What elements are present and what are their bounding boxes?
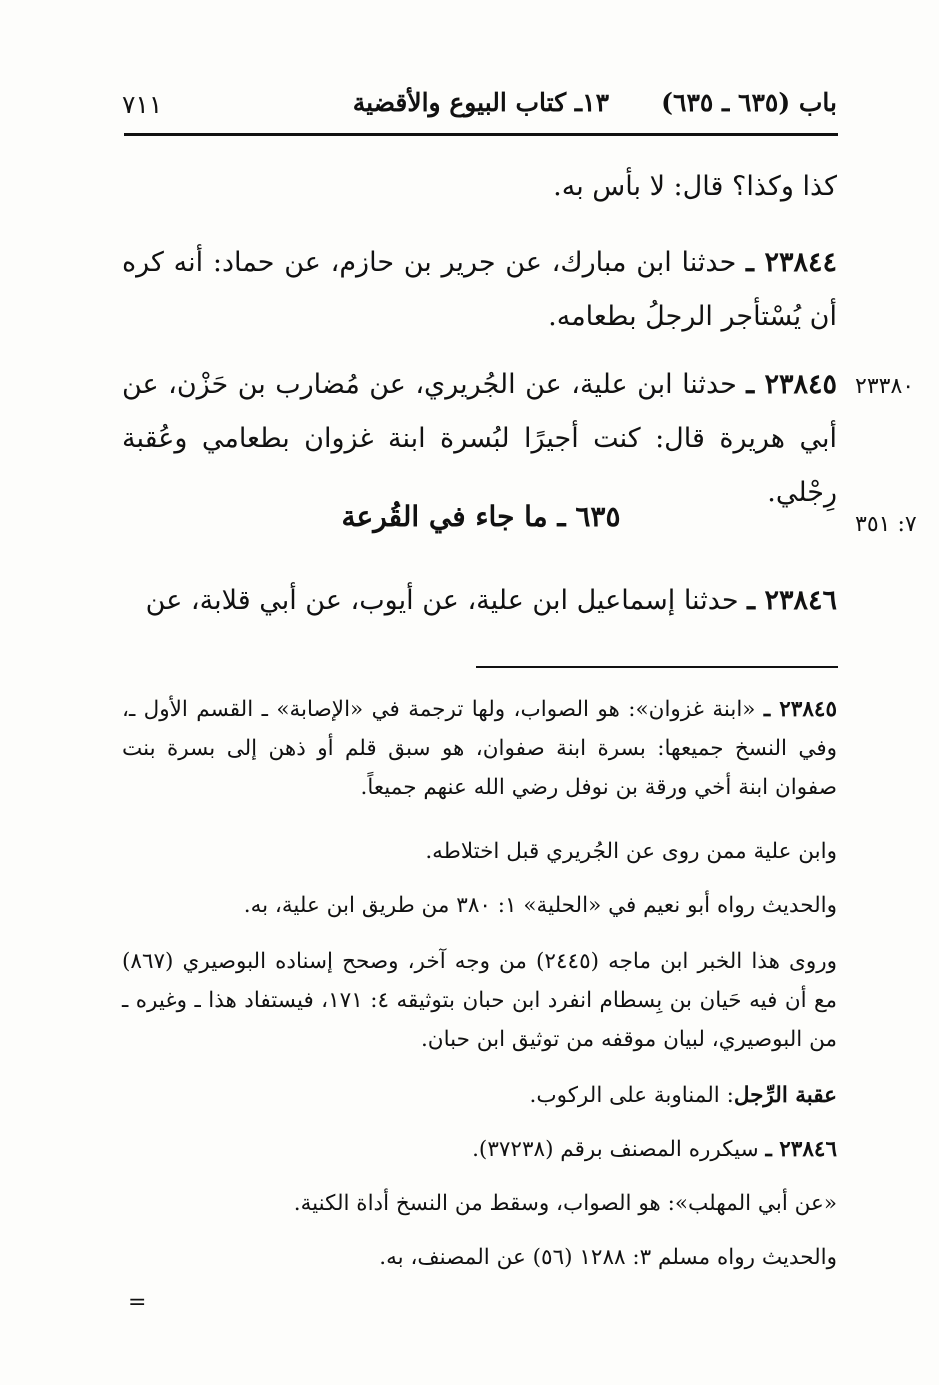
hadith-number: ٢٣٨٤٤ ـ xyxy=(746,247,838,278)
running-header-book: ١٣ـ كتاب البيوع والأقضية xyxy=(352,88,609,117)
margin-reference: ٢٣٣٨٠ xyxy=(855,374,915,399)
hadith-23844 xyxy=(122,236,837,344)
footnote-23846 xyxy=(122,1130,837,1169)
hadith-23845 xyxy=(122,358,837,520)
hadith-text: حدثنا ابن علية، عن الجُريري، عن مُضارب بن حَزْن، عن أبي هريرة قال: كنت أجيرًا لبُسرة ابنة غزوان بطعامي وعُقبة رِجْلي. xyxy=(122,369,837,508)
footnote-number: ٢٣٨٤٦ ـ xyxy=(765,1137,837,1162)
footnote-23845 xyxy=(122,690,837,807)
footnote-text: سيكرره المصنف برقم (٣٧٢٣٨). xyxy=(472,1137,766,1162)
section-title: ٦٣٥ ـ ما جاء في القُرعة xyxy=(341,500,621,533)
footnote-term: عقبة الرِّجل xyxy=(733,1083,837,1108)
hadith-23846 xyxy=(122,574,837,628)
footnote-number: ٢٣٨٤٥ ـ xyxy=(763,697,837,722)
footnote-text: : المناوبة على الركوب. xyxy=(529,1083,734,1108)
section-margin-reference: ٧: ٣٥١ xyxy=(855,512,917,537)
page-number: ٧١١ xyxy=(122,90,163,119)
continuation-mark: = xyxy=(128,1290,147,1315)
hadith-text: حدثنا ابن مبارك، عن جرير بن حازم، عن حماد: أنه كره أن يُسْتأجر الرجلُ بطعامه. xyxy=(122,247,837,332)
footnote-separator xyxy=(476,666,838,668)
footnote-definition xyxy=(122,1076,837,1115)
footnote-paragraph: وابن علية ممن روى عن الجُريري قبل اختلاطه. xyxy=(425,839,837,864)
footnote-paragraph: والحديث رواه مسلم ٣: ١٢٨٨ (٥٦) عن المصنف، به. xyxy=(379,1245,837,1270)
hadith-number: ٢٣٨٤٦ ـ xyxy=(747,585,837,616)
footnote-paragraph: والحديث رواه أبو نعيم في «الحلية» ١: ٣٨٠ من طريق ابن علية، به. xyxy=(243,893,837,918)
paragraph-continuation: كذا وكذا؟ قال: لا بأس به. xyxy=(553,171,837,202)
hadith-number: ٢٣٨٤٥ ـ xyxy=(746,369,837,400)
footnote-text: «ابنة غزوان»: هو الصواب، ولها ترجمة في «الإصابة» ـ القسم الأول ـ، وفي النسخ جميعها: بسرة ابنة صفوان، هو سبق قلم أو ذهن إلى بسرة بنت صفوان ابنة أخي ورقة بن نوفل رضي الله عنهم جميعاً. xyxy=(122,697,837,800)
running-header-section: باب (٦٣٥ ـ ٦٣٥) xyxy=(661,88,837,117)
hadith-text: حدثنا إسماعيل ابن علية، عن أيوب، عن أبي قلابة، عن xyxy=(145,585,748,616)
footnote-paragraph: «عن أبي المهلب»: هو الصواب، وسقط من النسخ أداة الكنية. xyxy=(293,1191,837,1216)
header-rule xyxy=(124,133,838,136)
footnote-paragraph: وروى هذا الخبر ابن ماجه (٢٤٤٥) من وجه آخر، وصحح إسناده البوصيري (٨٦٧) مع أن فيه حَيان بن بِسطام انفرد ابن حبان بتوثيقه ٤: ١٧١، فيستفاد هذا ـ وغيره ـ من البوصيري، لبيان موقفه من توثيق ابن حبان. xyxy=(122,949,838,1052)
